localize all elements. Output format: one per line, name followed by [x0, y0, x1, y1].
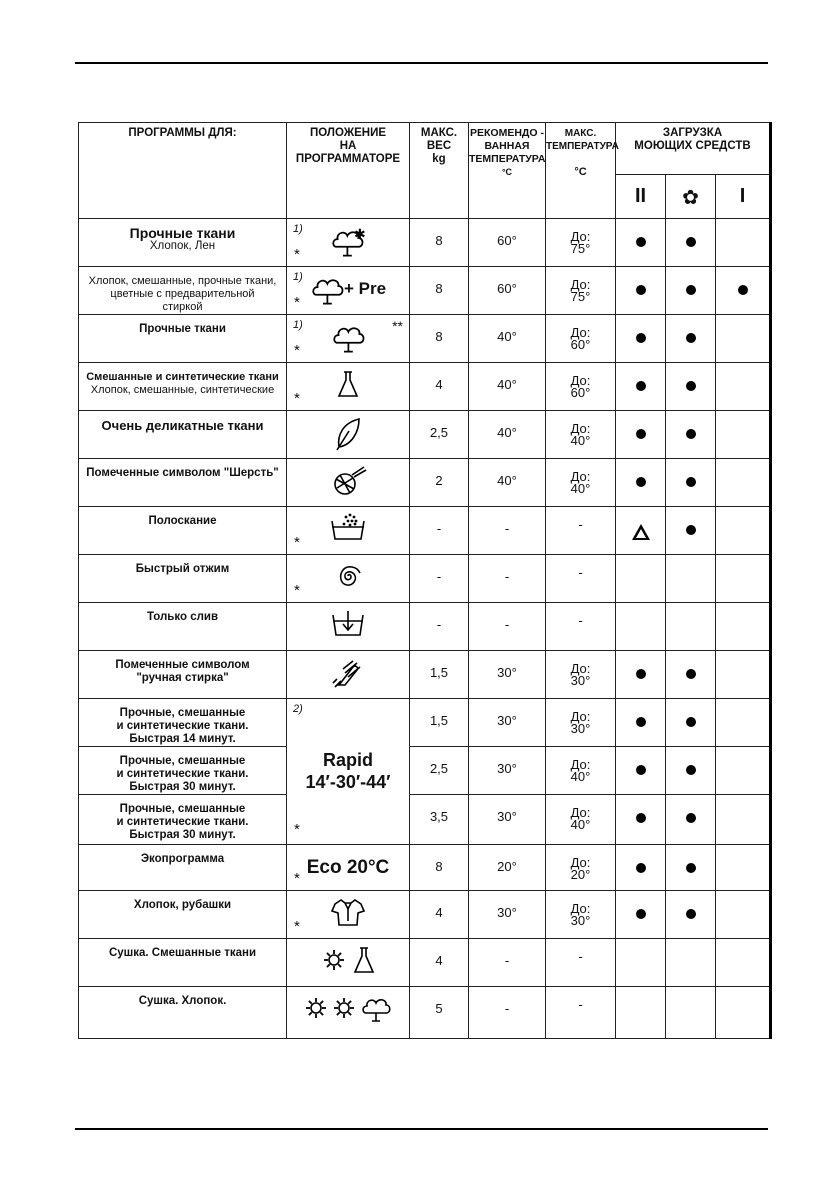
table-row [79, 987, 771, 1039]
max-temp [546, 267, 616, 315]
table-row [79, 315, 771, 363]
max-temp [546, 987, 616, 1039]
selector-position [287, 507, 410, 555]
detergent-main [716, 315, 771, 363]
table-row [79, 795, 771, 845]
detergent-dot [686, 381, 696, 391]
symbol-text: + Pre [343, 279, 387, 298]
detergent-prewash [616, 603, 666, 651]
symbol [287, 897, 409, 927]
detergent-prewash [616, 795, 666, 845]
max-temp-line: До: [570, 469, 591, 484]
detergent-main [716, 267, 771, 315]
max-temp-line: 30° [570, 721, 591, 736]
selector-position [287, 939, 410, 987]
detergent-dot [636, 717, 646, 727]
detergent-dot [636, 813, 646, 823]
symbol [287, 225, 409, 257]
footnote-mark: 2) [293, 703, 303, 715]
detergent-softener [666, 603, 716, 651]
header-position: ПОЛОЖЕНИЕ НА ПРОГРАММАТОРЕ [287, 123, 410, 219]
max-weight: 2 [410, 459, 469, 507]
max-weight: 2,5 [410, 411, 469, 459]
program-table [78, 122, 772, 1039]
detergent-softener [666, 219, 716, 267]
detergent-softener [666, 939, 716, 987]
detergent-dot [686, 525, 696, 535]
recommended-temp: 20° [469, 845, 546, 891]
table-row [79, 891, 771, 939]
max-temp-line: - [578, 517, 583, 532]
header-max-temp: МАКС. ТЕМПЕРАТУРА °C [546, 123, 616, 219]
max-temp-line: 40° [570, 817, 591, 832]
cotton-stain-icon [328, 227, 368, 249]
recommended-temp: - [469, 603, 546, 651]
detergent-dot [686, 237, 696, 247]
symbol [287, 657, 409, 689]
detergent-softener [666, 699, 716, 747]
max-temp-line: До: [570, 661, 591, 676]
refill-triangle-icon [632, 524, 650, 540]
asterisk-mark: * [294, 390, 300, 407]
max-weight: 5 [410, 987, 469, 1039]
footnote-mark: 1) [293, 271, 303, 283]
detergent-dot [686, 909, 696, 919]
max-temp-line: 40° [570, 769, 591, 784]
detergent-softener [666, 363, 716, 411]
max-temp-line: До: [570, 855, 591, 870]
recommended-temp: 30° [469, 651, 546, 699]
max-temp-line: До: [570, 421, 591, 436]
max-temp-line: - [578, 613, 583, 628]
max-temp-line: До: [570, 373, 591, 388]
program-line: Экопрограмма [140, 853, 225, 865]
program-line: Прочные, смешанные [119, 707, 246, 719]
program-line: Прочные ткани [139, 323, 226, 335]
program-name [79, 315, 287, 363]
selector-position [287, 219, 410, 267]
detergent-main [716, 891, 771, 939]
rinse-icon [328, 519, 368, 536]
max-temp [546, 939, 616, 987]
detergent-dot [636, 765, 646, 775]
max-temp [546, 699, 616, 747]
program-line: и синтетические ткани. [116, 768, 249, 780]
max-temp-line: До: [570, 757, 591, 772]
detergent-dot [686, 477, 696, 487]
program-line: "ручная стирка" [136, 672, 229, 684]
selector-position [287, 891, 410, 939]
max-temp [546, 845, 616, 891]
table-row [79, 651, 771, 699]
detergent-dot [686, 717, 696, 727]
max-temp-line: До: [570, 805, 591, 820]
selector-position [287, 363, 410, 411]
program-line: стиркой [162, 301, 203, 313]
detergent-dot [636, 429, 646, 439]
program-line: Хлопок, смешанные, прочные ткани, [88, 275, 277, 287]
max-temp [546, 219, 616, 267]
table-row [79, 845, 771, 891]
detergent-prewash [616, 315, 666, 363]
max-temp [546, 795, 616, 845]
recommended-temp: - [469, 939, 546, 987]
top-rule [75, 62, 768, 64]
header-detergent-load: ЗАГРУЗКА МОЮЩИХ СРЕДСТВ [616, 123, 771, 175]
program-name [79, 603, 287, 651]
selector-position [287, 315, 410, 363]
footnote-mark: 1) [293, 223, 303, 235]
table-row [79, 459, 771, 507]
detergent-dot [686, 863, 696, 873]
detergent-dot [636, 909, 646, 919]
program-name [79, 507, 287, 555]
recommended-temp: 40° [469, 411, 546, 459]
svg-text:✱: ✱ [354, 227, 366, 243]
table-row [79, 411, 771, 459]
program-line: и синтетические ткани. [116, 720, 249, 732]
symbol [287, 369, 409, 399]
recommended-temp: 30° [469, 795, 546, 845]
max-temp-line: 30° [570, 673, 591, 688]
detergent-prewash [616, 891, 666, 939]
rapid-symbol [287, 749, 409, 793]
detergent-main [716, 987, 771, 1039]
program-name [79, 411, 287, 459]
symbol [287, 513, 409, 543]
detergent-softener [666, 411, 716, 459]
max-temp [546, 315, 616, 363]
table-row [79, 939, 771, 987]
cotton-prewash-icon [310, 280, 344, 297]
table-row [79, 603, 771, 651]
detergent-dot [686, 285, 696, 295]
asterisk-mark: * [294, 821, 300, 838]
symbol [287, 465, 409, 499]
selector-position [287, 267, 410, 315]
detergent-dot [738, 285, 748, 295]
hand-wash-icon [331, 664, 365, 681]
detergent-softener [666, 747, 716, 795]
max-temp-line: До: [570, 901, 591, 916]
detergent-main [716, 603, 771, 651]
detergent-dot [686, 765, 696, 775]
program-line: цветные с предварительной [110, 288, 255, 300]
recommended-temp: 60° [469, 219, 546, 267]
program-name [79, 699, 287, 747]
selector-position [287, 987, 410, 1039]
max-weight: 4 [410, 891, 469, 939]
max-weight: 8 [410, 219, 469, 267]
recommended-temp: - [469, 555, 546, 603]
detergent-main [716, 699, 771, 747]
recommended-temp: 30° [469, 747, 546, 795]
dry-cotton-icon [302, 999, 394, 1016]
program-name [79, 267, 287, 315]
detergent-softener [666, 891, 716, 939]
detergent-dot [636, 237, 646, 247]
detergent-main [716, 845, 771, 891]
selector-position [287, 651, 410, 699]
bottom-rule [75, 1128, 768, 1130]
program-line: Прочные, смешанные [119, 755, 246, 767]
program-line: Быстрая 30 минут. [129, 829, 236, 841]
detergent-softener [666, 795, 716, 845]
detergent-main [716, 939, 771, 987]
selector-position [287, 411, 410, 459]
program-line: и синтетические ткани. [116, 816, 249, 828]
detergent-softener [666, 845, 716, 891]
recommended-temp: 30° [469, 891, 546, 939]
program-name [79, 363, 287, 411]
max-weight: 8 [410, 845, 469, 891]
max-weight: 8 [410, 267, 469, 315]
max-temp-line: - [578, 997, 583, 1012]
symbol [287, 993, 409, 1023]
max-temp [546, 891, 616, 939]
asterisk-mark: * [294, 582, 300, 599]
cotton-icon [331, 328, 365, 345]
max-temp-line: До: [570, 325, 591, 340]
max-weight: 1,5 [410, 651, 469, 699]
program-line: Смешанные и синтетические ткани [86, 371, 279, 383]
selector-position [287, 603, 410, 651]
asterisk-mark: * [294, 534, 300, 551]
max-temp-line: До: [570, 277, 591, 292]
detergent-dot [636, 863, 646, 873]
compartment-prewash-icon: II [616, 175, 666, 219]
detergent-softener [666, 459, 716, 507]
program-line: Помеченные символом "Шерсть" [86, 467, 279, 479]
program-line: Быстрый отжим [135, 563, 230, 575]
table-row [79, 507, 771, 555]
detergent-softener [666, 507, 716, 555]
detergent-dot [636, 381, 646, 391]
max-temp [546, 747, 616, 795]
recommended-temp: 30° [469, 699, 546, 747]
detergent-prewash [616, 747, 666, 795]
detergent-prewash [616, 845, 666, 891]
detergent-prewash [616, 699, 666, 747]
max-temp [546, 507, 616, 555]
max-temp-line: 40° [570, 481, 591, 496]
selector-position [287, 459, 410, 507]
detergent-prewash [616, 459, 666, 507]
program-name [79, 651, 287, 699]
program-line: Сушка. Смешанные ткани [108, 947, 257, 959]
detergent-softener [666, 555, 716, 603]
detergent-dot [686, 429, 696, 439]
program-name [79, 987, 287, 1039]
max-temp [546, 459, 616, 507]
program-line: Сушка. Хлопок. [138, 995, 227, 1007]
selector-position [287, 555, 410, 603]
spin-icon [333, 567, 363, 584]
table-row [79, 363, 771, 411]
detergent-prewash [616, 267, 666, 315]
max-weight: 8 [410, 315, 469, 363]
max-temp [546, 651, 616, 699]
rapid-text: Rapid [322, 750, 373, 770]
compartment-softener-icon: ✿ [666, 175, 716, 219]
detergent-main [716, 363, 771, 411]
symbol [287, 945, 409, 975]
symbol-text: Eco 20°C [306, 857, 390, 878]
detergent-dot [686, 669, 696, 679]
max-weight: - [410, 555, 469, 603]
symbol [287, 857, 409, 879]
max-temp-line: 75° [570, 289, 591, 304]
detergent-dot [636, 333, 646, 343]
max-weight: - [410, 507, 469, 555]
detergent-dot [636, 477, 646, 487]
detergent-prewash [616, 939, 666, 987]
max-temp-line: До: [570, 709, 591, 724]
detergent-prewash [616, 651, 666, 699]
detergent-main [716, 795, 771, 845]
detergent-dot [686, 333, 696, 343]
dry-mixed-icon [320, 951, 376, 968]
footnote-mark: 1) [293, 319, 303, 331]
detergent-prewash [616, 555, 666, 603]
detergent-prewash [616, 219, 666, 267]
program-name [79, 747, 287, 795]
selector-position [287, 845, 410, 891]
max-temp [546, 363, 616, 411]
asterisk-mark: * [294, 294, 300, 311]
symbol [287, 273, 409, 305]
program-line: Помеченные символом [115, 659, 250, 671]
symbol [287, 417, 409, 451]
wool-icon [328, 473, 368, 490]
detergent-prewash [616, 987, 666, 1039]
program-line: Прочные, смешанные [119, 803, 246, 815]
max-temp-line: До: [570, 229, 591, 244]
detergent-dot [636, 285, 646, 295]
detergent-dot [686, 813, 696, 823]
double-asterisk-mark: ** [392, 318, 403, 334]
detergent-main [716, 651, 771, 699]
detergent-main [716, 411, 771, 459]
program-name [79, 939, 287, 987]
max-temp-line: - [578, 565, 583, 580]
max-weight: - [410, 603, 469, 651]
synthetics-flask-icon [336, 375, 360, 392]
max-temp-line: 30° [570, 913, 591, 928]
max-weight: 3,5 [410, 795, 469, 845]
program-line: Полоскание [148, 515, 217, 527]
detergent-prewash [616, 363, 666, 411]
rapid-text: 14′-30′-44′ [305, 772, 391, 792]
asterisk-mark: * [294, 918, 300, 935]
asterisk-mark: * [294, 342, 300, 359]
symbol [287, 561, 409, 591]
program-line: Хлопок, рубашки [133, 899, 232, 911]
compartment-main-wash-icon: I [716, 175, 771, 219]
recommended-temp: - [469, 987, 546, 1039]
recommended-temp: 40° [469, 363, 546, 411]
recommended-temp: 40° [469, 315, 546, 363]
program-name [79, 891, 287, 939]
program-line: Прочные ткани [129, 225, 236, 241]
program-line: Быстрая 14 минут. [129, 733, 236, 745]
program-name [79, 845, 287, 891]
selector-position [287, 699, 410, 845]
table-row [79, 555, 771, 603]
max-temp-line: 20° [570, 867, 591, 882]
detergent-main [716, 747, 771, 795]
table-row [79, 267, 771, 315]
table-row [79, 747, 771, 795]
detergent-softener [666, 315, 716, 363]
detergent-prewash [616, 507, 666, 555]
detergent-dot [636, 669, 646, 679]
shirt-icon [331, 903, 365, 920]
header-recommended-temp: РЕКОМЕНДО - ВАННАЯ ТЕМПЕРАТУРА °C [469, 123, 546, 219]
detergent-main [716, 459, 771, 507]
detergent-softener [666, 651, 716, 699]
table-row [79, 699, 771, 747]
recommended-temp: 60° [469, 267, 546, 315]
program-line: Очень деликатные ткани [101, 418, 264, 433]
header-max-weight: МАКС. ВЕС kg [410, 123, 469, 219]
max-temp-line: 60° [570, 337, 591, 352]
asterisk-mark: * [294, 246, 300, 263]
detergent-main [716, 507, 771, 555]
recommended-temp: - [469, 507, 546, 555]
detergent-main [716, 219, 771, 267]
max-weight: 2,5 [410, 747, 469, 795]
max-weight: 4 [410, 939, 469, 987]
program-name [79, 459, 287, 507]
detergent-prewash [616, 411, 666, 459]
drain-icon [330, 615, 366, 632]
recommended-temp: 40° [469, 459, 546, 507]
max-temp [546, 603, 616, 651]
symbol [287, 321, 409, 353]
max-temp [546, 555, 616, 603]
program-name [79, 795, 287, 845]
program-line: Быстрая 30 минут. [129, 781, 236, 793]
detergent-softener [666, 267, 716, 315]
program-name [79, 219, 287, 267]
program-name [79, 555, 287, 603]
max-weight: 1,5 [410, 699, 469, 747]
asterisk-mark: * [294, 870, 300, 887]
max-temp-line: 75° [570, 241, 591, 256]
max-temp-line: 40° [570, 433, 591, 448]
symbol [287, 609, 409, 639]
table-row [79, 219, 771, 267]
program-line: Только слив [146, 611, 219, 623]
max-temp [546, 411, 616, 459]
max-temp-line: 60° [570, 385, 591, 400]
detergent-softener [666, 987, 716, 1039]
max-temp-line: - [578, 949, 583, 964]
max-weight: 4 [410, 363, 469, 411]
detergent-main [716, 555, 771, 603]
program-line: Хлопок, смешанные, синтетические [90, 384, 275, 396]
header-row [79, 123, 771, 175]
header-programs: ПРОГРАММЫ ДЛЯ: [79, 123, 287, 219]
feather-icon [333, 425, 363, 442]
program-line: Хлопок, Лен [149, 240, 216, 252]
